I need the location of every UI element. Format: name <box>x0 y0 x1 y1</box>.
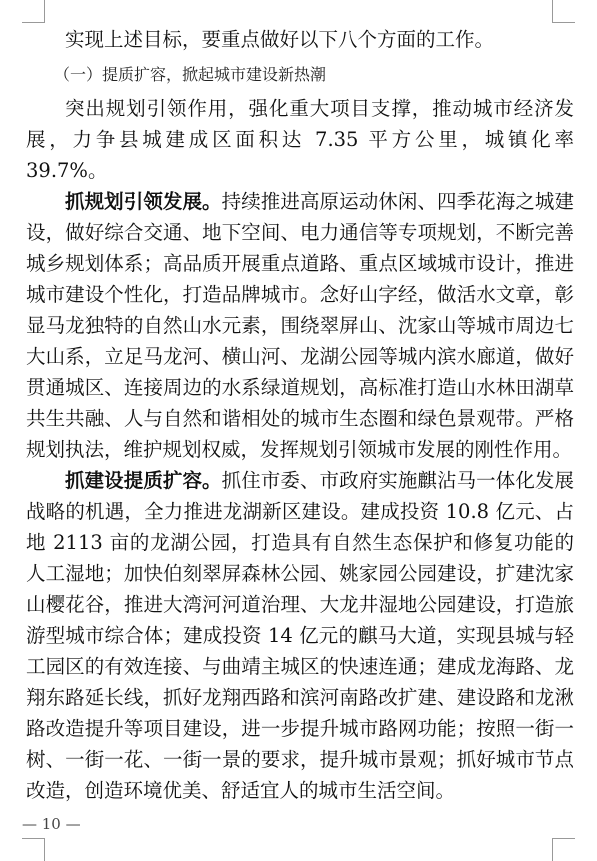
paragraph-planning <box>26 186 574 465</box>
crop-mark-top-right <box>552 0 575 23</box>
crop-mark-bottom-left <box>22 838 45 861</box>
intro-paragraph: 实现上述目标，要重点做好以下八个方面的工作。 <box>65 28 495 51</box>
document-body <box>26 24 574 806</box>
crop-mark-bottom-right <box>552 838 575 861</box>
crop-mark-top-left <box>22 0 45 23</box>
paragraph-construction-body: 抓住市委、市政府实施麒沾马一体化发展战略的机遇，全力推进龙湖新区建设。建成投资 10.8 亿元、占地 2113 亩的龙湖公园，打造具有自然生态保护和修复功能的人工湿地；加快伯刻翠屏森林公园、姚家园公园建设，扩建沈家山樱花谷，推进大湾河河道治理、大龙井湿地公园建设，打造旅游型城市综合体；建成投资 14 亿元的麒马大道，实现县城与轻工园区的有效连接、与曲靖主城区的快速连通；建成龙海路、龙翔东路延长线，抓好龙翔西路和滨河南路改扩建、建设路和龙湫路改造提升等项目建设，进一步提升城市路网功能；按照一街一树、一街一花、一街一景的要求，提升城市景观；抓好城市节点改造，创造环境优美、舒适宜人的城市生活空间。 <box>26 469 574 802</box>
paragraph-planning-lead: 抓规划引领发展。 <box>65 190 222 213</box>
paragraph-planning-body: 持续推进高原运动休闲、四季花海之城建设，做好综合交通、地下空间、电力通信等专项规划，不断完善城乡规划体系；高品质开展重点道路、重点区域城市设计，推进城市建设个性化，打造品牌城市。念好山字经，做活水文章，彰显马龙独特的自然山水元素，围绕翠屏山、沈家山等城市周边七大山系，立足马龙河、横山河、龙湖公园等城内滨水廊道，做好贯通城区、连接周边的水系绿道规划，高标准打造山水林田湖草共生共融、人与自然和谐相处的城市生态圈和绿色景观带。严格规划执法，维护规划权威，发挥规划引领城市发展的刚性作用。 <box>26 190 574 461</box>
paragraph-goals: 突出规划引领作用，强化重大项目支撑，推动城市经济发展，力争县城建成区面积达 7.35 平方公里，城镇化率 39.7%。 <box>26 97 574 182</box>
paragraph-construction-lead: 抓建设提质扩容。 <box>65 469 222 492</box>
section-heading: （一）提质扩容，掀起城市建设新热潮 <box>54 65 327 84</box>
page-number: — 10 — <box>22 815 81 833</box>
paragraph-construction <box>26 465 574 806</box>
